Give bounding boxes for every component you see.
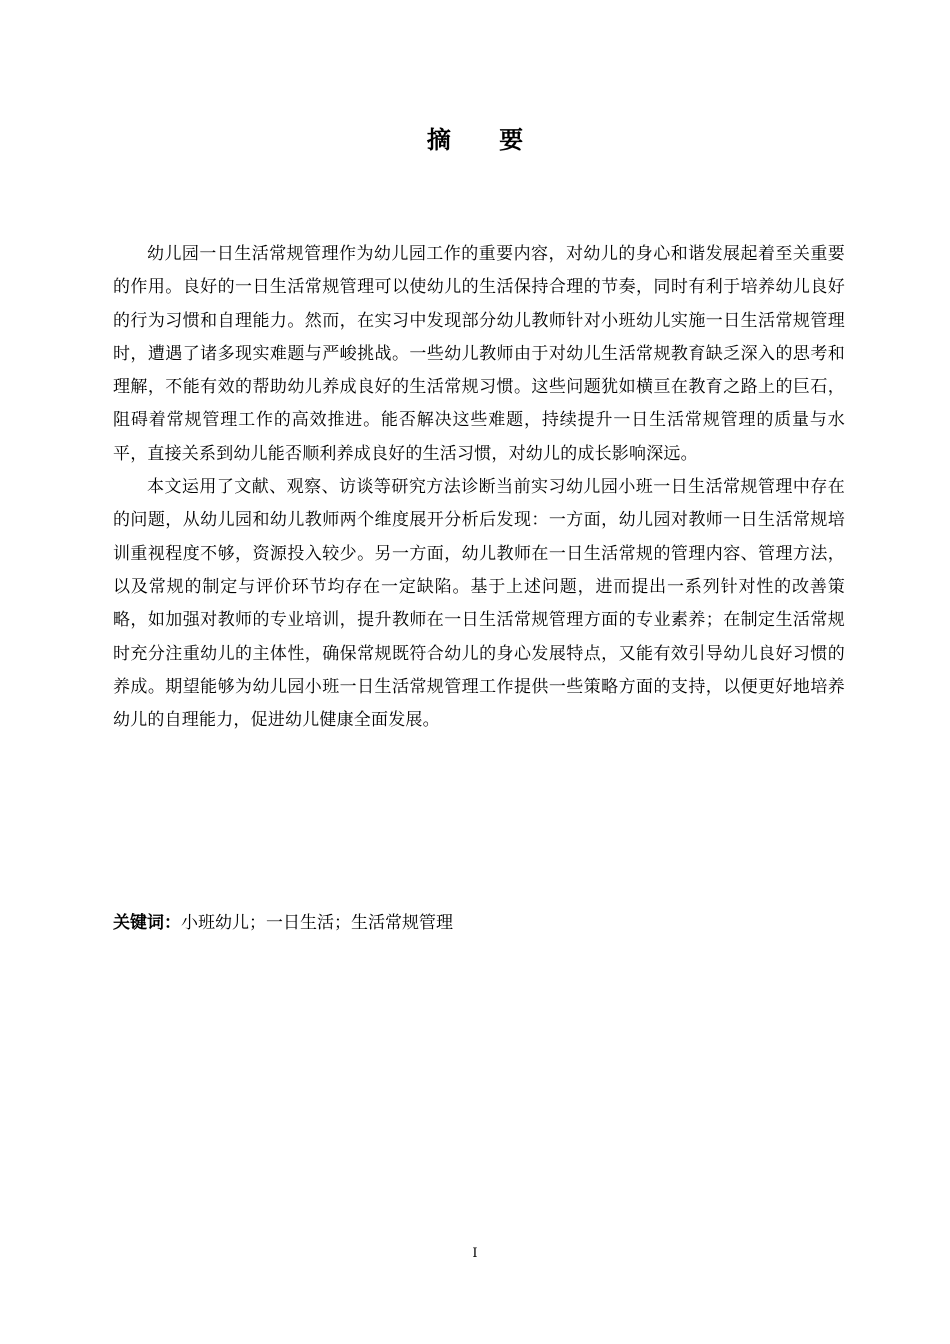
abstract-body [113, 238, 845, 737]
abstract-paragraph-2: 本文运用了文献、观察、访谈等研究方法诊断当前实习幼儿园小班一日生活常规管理中存在的问题，从幼儿园和幼儿教师两个维度展开分析后发现：一方面，幼儿园对教师一日生活常规培训重视程度不够，资源投入较少。另一方面，幼儿教师在一日生活常规的管理内容、管理方法，以及常规的制定与评价环节均存在一定缺陷。基于上述问题，进而提出一系列针对性的改善策略，如加强对教师的专业培训，提升教师在一日生活常规管理方面的专业素养；在制定生活常规时充分注重幼儿的主体性，确保常规既符合幼儿的身心发展特点，又能有效引导幼儿良好习惯的养成。期望能够为幼儿园小班一日生活常规管理工作提供一些策略方面的支持，以便更好地培养幼儿的自理能力，促进幼儿健康全面发展。 [113, 477, 845, 731]
keywords-text: 小班幼儿；一日生活；生活常规管理 [181, 913, 453, 933]
page-number: I [472, 1246, 478, 1261]
keywords-line [113, 907, 845, 940]
keywords-label: 关键词： [113, 913, 181, 933]
page-title: 摘 要 [426, 125, 544, 154]
abstract-paragraph-1: 幼儿园一日生活常规管理作为幼儿园工作的重要内容，对幼儿的身心和谐发展起着至关重要的作用。良好的一日生活常规管理可以使幼儿的生活保持合理的节奏，同时有利于培养幼儿良好的行为习惯和自理能力。然而，在实习中发现部分幼儿教师针对小班幼儿实施一日生活常规管理时，遭遇了诸多现实难题与严峻挑战。一些幼儿教师由于对幼儿生活常规教育缺乏深入的思考和理解，不能有效的帮助幼儿养成良好的生活常规习惯。这些问题犹如横亘在教育之路上的巨石，阻碍着常规管理工作的高效推进。能否解决这些难题，持续提升一日生活常规管理的质量与水平，直接关系到幼儿能否顺利养成良好的生活习惯，对幼儿的成长影响深远。 [113, 244, 845, 464]
